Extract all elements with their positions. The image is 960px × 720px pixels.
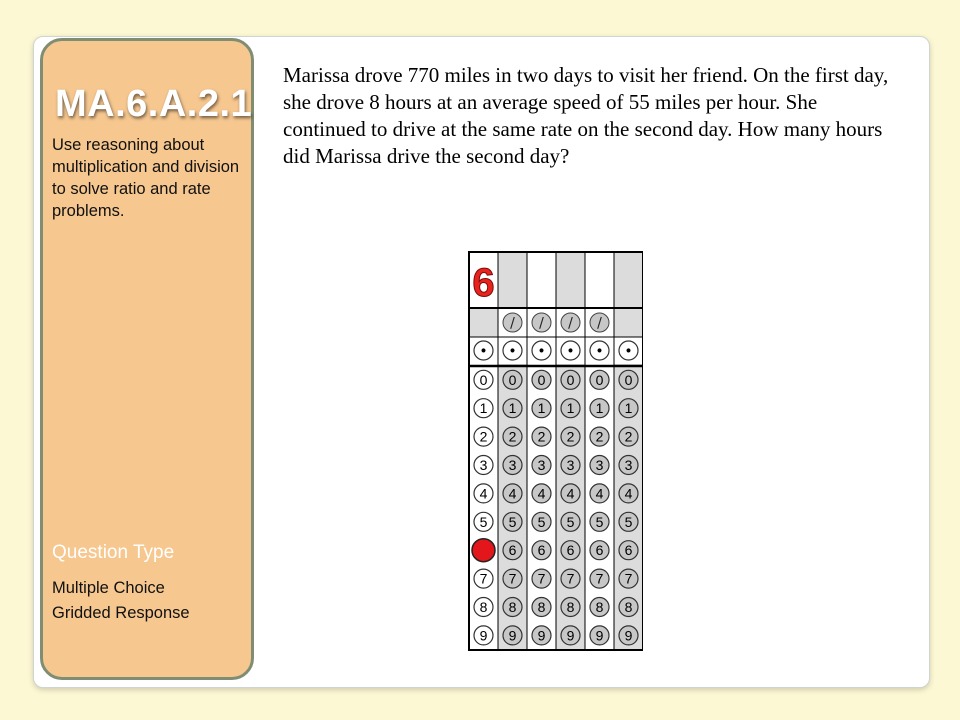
digit-bubble-label: 2 xyxy=(624,428,633,445)
digit-bubble-label: 2 xyxy=(566,428,575,445)
fraction-cell-blank xyxy=(469,308,498,337)
question-type-multiple-choice: Multiple Choice xyxy=(52,579,165,597)
digit-bubble-label: 4 xyxy=(566,485,575,502)
digit-bubble-label: 2 xyxy=(479,428,488,445)
digit-bubble-label: 1 xyxy=(624,400,633,417)
digit-bubble-label: 5 xyxy=(479,513,488,530)
digit-bubble-label: 4 xyxy=(479,485,488,502)
digit-bubble-label: 9 xyxy=(537,627,546,644)
gridded-response-grid[interactable] xyxy=(467,250,643,652)
digit-bubble-label: 5 xyxy=(595,513,604,530)
decimal-symbol: • xyxy=(595,343,604,360)
digit-bubble-label: 6 xyxy=(595,542,604,559)
digit-bubble-label: 0 xyxy=(537,371,546,388)
decimal-symbol: • xyxy=(508,343,517,360)
answer-grid-svg[interactable] xyxy=(467,250,643,652)
digit-bubble-label: 0 xyxy=(508,371,517,388)
digit-bubble-label: 4 xyxy=(595,485,604,502)
digit-bubble-label: 8 xyxy=(479,599,488,615)
digit-bubble-label: 6 xyxy=(624,542,633,559)
standard-description: Use reasoning about multiplication and division to solve ratio and rate problems. xyxy=(52,136,240,220)
digit-bubble-label: 9 xyxy=(479,627,488,644)
digit-bubble-label: 1 xyxy=(508,400,517,417)
digit-bubble-label: 3 xyxy=(566,457,575,473)
digit-bubble-label: 7 xyxy=(479,570,488,587)
digit-bubble-label: 6 xyxy=(537,542,546,559)
digit-bubble-label: 6 xyxy=(566,542,575,559)
digit-bubble-label: 1 xyxy=(537,400,546,417)
fraction-cell-blank xyxy=(614,308,643,337)
problem-text: Marissa drove 770 miles in two days to visit her friend. On the first day, she drove 8 hours at an average speed of 55 miles per hour. She continued to drive at the same rate on the second day. How many hours did Marissa drive the second day? xyxy=(283,63,889,168)
digit-bubble-label: 7 xyxy=(508,570,517,587)
fraction-symbol: / xyxy=(510,315,515,332)
filled-answer-bubble[interactable] xyxy=(472,539,495,562)
standard-code: MA.6.A.2.1 xyxy=(55,83,253,125)
question-type-gridded-response: Gridded Response xyxy=(52,604,190,622)
digit-bubble-label: 9 xyxy=(595,627,604,644)
digit-bubble-label: 8 xyxy=(537,599,546,615)
grid-column-shade xyxy=(498,252,527,308)
digit-bubble-label: 5 xyxy=(624,513,633,530)
digit-bubble-label: 6 xyxy=(508,542,517,559)
digit-bubble-label: 9 xyxy=(624,627,633,644)
digit-bubble-label: 1 xyxy=(595,400,604,417)
digit-bubble-label: 4 xyxy=(537,485,546,502)
written-answer-digit: 6 xyxy=(472,261,495,305)
digit-bubble-label: 8 xyxy=(508,599,517,615)
digit-bubble-label: 5 xyxy=(508,513,517,530)
digit-bubble-label: 0 xyxy=(566,371,575,388)
digit-bubble-label: 4 xyxy=(624,485,633,502)
fraction-symbol: / xyxy=(539,315,544,332)
digit-bubble-label: 7 xyxy=(595,570,604,587)
digit-bubble-label: 7 xyxy=(624,570,633,587)
digit-bubble-label: 2 xyxy=(508,428,517,445)
digit-bubble-label: 5 xyxy=(537,513,546,530)
digit-bubble-label: 9 xyxy=(508,627,517,644)
digit-bubble-label: 0 xyxy=(479,371,488,388)
decimal-symbol: • xyxy=(566,343,575,360)
digit-bubble-label: 3 xyxy=(595,457,604,473)
digit-bubble-label: 0 xyxy=(624,371,633,388)
digit-bubble-label: 8 xyxy=(595,599,604,615)
digit-bubble-label: 2 xyxy=(595,428,604,445)
digit-bubble-label: 7 xyxy=(537,570,546,587)
question-type-heading: Question Type xyxy=(52,542,175,563)
decimal-symbol: • xyxy=(479,343,488,360)
digit-bubble-label: 5 xyxy=(566,513,575,530)
digit-bubble-label: 8 xyxy=(566,599,575,615)
digit-bubble-label: 3 xyxy=(508,457,517,473)
digit-bubble-label: 1 xyxy=(479,400,488,417)
decimal-symbol: • xyxy=(537,343,546,360)
grid-column-shade xyxy=(556,252,585,308)
grid-column-shade xyxy=(614,252,643,308)
digit-bubble-label: 9 xyxy=(566,627,575,644)
digit-bubble-label: 4 xyxy=(508,485,517,502)
digit-bubble-label: 1 xyxy=(566,400,575,417)
standard-sidebar xyxy=(40,38,254,680)
digit-bubble-label: 0 xyxy=(595,371,604,388)
digit-bubble-label: 3 xyxy=(537,457,546,473)
digit-bubble-label: 7 xyxy=(566,570,575,587)
digit-bubble-label: 3 xyxy=(479,457,488,473)
decimal-symbol: • xyxy=(624,343,633,360)
fraction-symbol: / xyxy=(568,315,573,332)
digit-bubble-label: 2 xyxy=(537,428,546,445)
digit-bubble-label: 3 xyxy=(624,457,633,473)
digit-bubble-label: 8 xyxy=(624,599,633,615)
fraction-symbol: / xyxy=(597,315,602,332)
